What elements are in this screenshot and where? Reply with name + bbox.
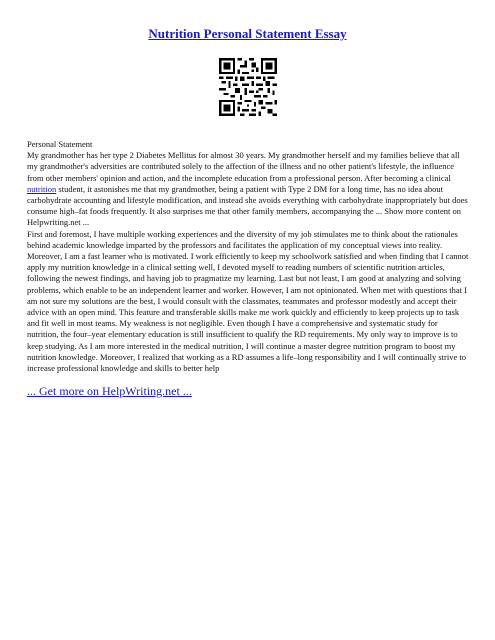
get-more-link[interactable]: ... Get more on HelpWriting.net ... (27, 384, 192, 398)
paragraph-1-text-b: student, it astonishes me that my grandmother, being a patient with Type 2 DM for a long time, has no idea about carbohydrate accounting and lifestyle modification, and instead she avoids everything with carbohydrate inappropriately but does consume high–fat foods frequently. It also surprises me that other family members, accompanying the ... Show more content on Helpwriting.net ... (27, 183, 468, 228)
nutrition-link[interactable]: nutrition (27, 183, 57, 194)
page-title-link[interactable]: Nutrition Personal Statement Essay (148, 26, 347, 41)
qr-code (219, 58, 277, 116)
section-heading: Personal Statement (27, 139, 93, 149)
paragraph-2-text: First and foremost, I have multiple working experiences and the diversity of my job stimulates me to think about the rationales behind academic knowledge imparted by the professors and facilitates the application of my conceptual views into reality. Moreover, I am a fast learner who is motivated. I work efficiently to keep my schoolwork satisfied and when finding that I cannot apply my nutrition knowledge in a clinical setting well, I devoted myself to reading numbers of scientific nutrition articles, following the newest findings, and having job to pragmatize my learning. Last but not least, I am good at analyzing and solving problems, which enable to be an independent learner and worker. However, I am not opinionated. When met with questions that I am not sure my solutions are the best, I would consult with the classmates, teammates and professor modestly and accept their advice with an open mind. This feature and transferable skills make me work quickly and efficiently to keep projects up to task and fit well in most teams. My weakness is not negligible. Even though I have a comprehensive and systematic study for nutrition, the four–year elementary education is still insufficient to qualify the RD requirements. My only way to improve is to keep studying. As I am more interested in the medical nutrition, I will continue a master degree nutrition program to boost my nutrition knowledge. Moreover, I realized that working as a RD assumes a life–long responsibility and I will continually strive to increase professional knowledge and skills to better help (27, 228, 469, 374)
essay-body (27, 139, 470, 374)
paragraph-1-text-a: My grandmother has her type 2 Diabetes Mellitus for almost 30 years. My grandmother herself and my families believe that all my grandmother's adversities are contributed solely to the affection of the illness and no other patient's lifestyle, the influence from other members' opinion and action, and the incomplete education from a professional person. After becoming a clinical (27, 150, 460, 183)
